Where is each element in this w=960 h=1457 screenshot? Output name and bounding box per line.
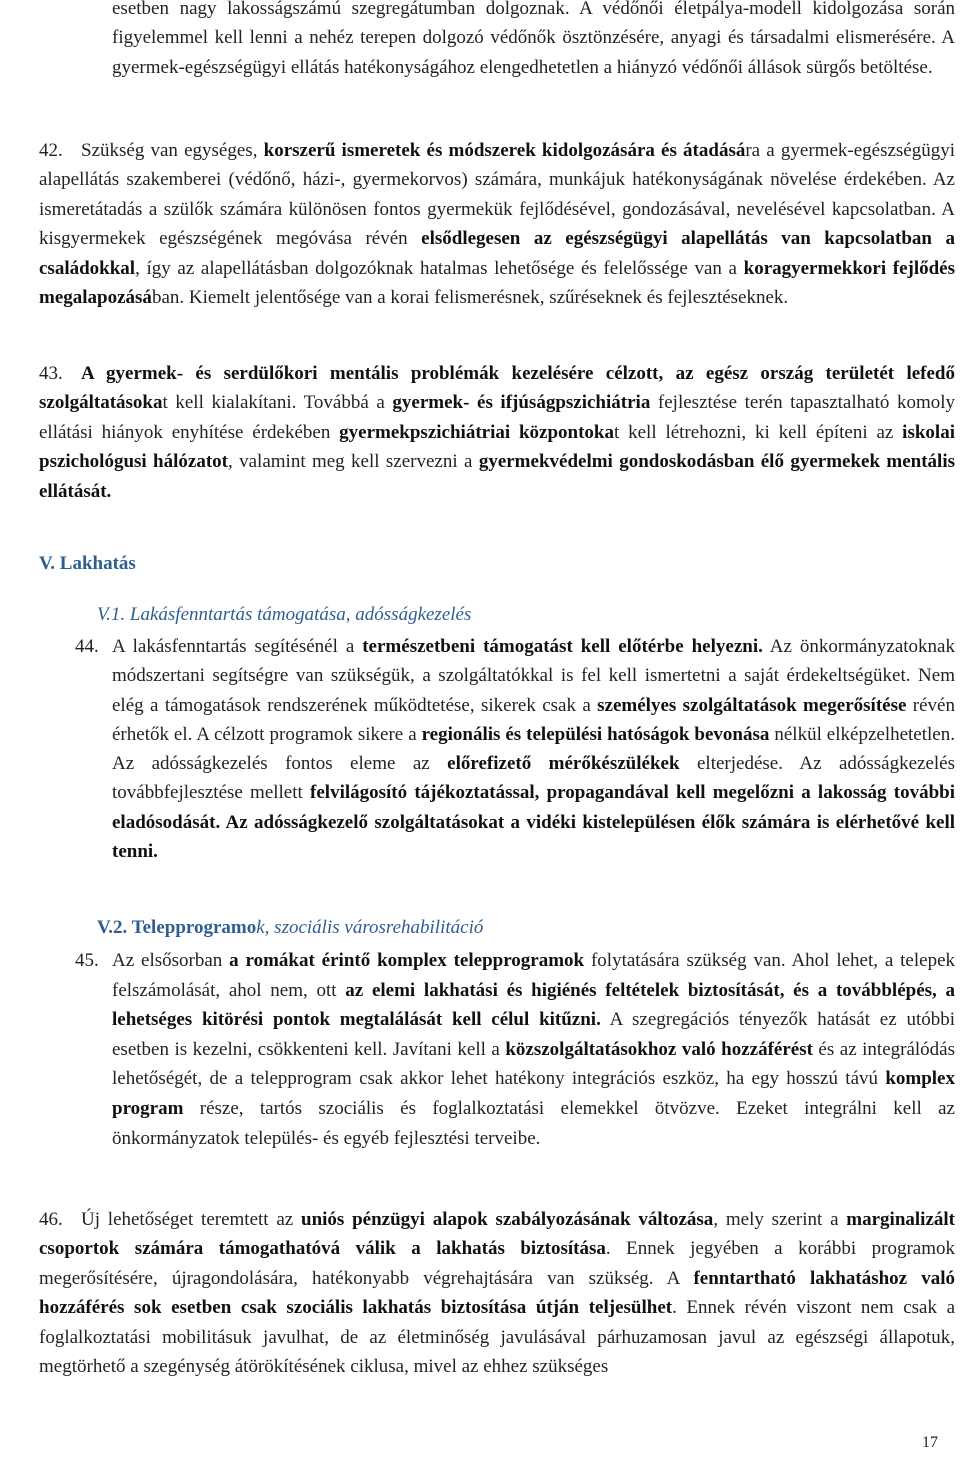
bold-run: koragyermekkori fejlődés megalapozásá [39, 257, 955, 309]
text-run: Szükség van egységes, [81, 140, 264, 161]
text-run: része, tartós szociális és foglalkoztatási elemekkel ötvözve. Ezeket integrálni kell az önkormányzatok település- és egyéb fejlesztési terveibe. [112, 1097, 955, 1149]
bold-run: komplex program [112, 1068, 955, 1119]
text-run: , valamint meg kell szervezni a [228, 451, 479, 473]
bold-run: A gyermek- és serdülőkori mentális problémák kezelésére célzott, az egész ország területét lefedő szolgáltatásoka [39, 363, 955, 414]
bold-run: marginalizált csoportok számára támogathatóvá válik a lakhatás biztosítása [39, 1209, 955, 1260]
paragraph-43 [39, 359, 955, 506]
text-run: Az önkormányzatoknak módszertani segítségre van szükségük, a szolgáltatókkal is fel kell ismertetni a saját érdekeltségüket. Nem elég a támogatások rendszerének működtetése, sikerek csak a [112, 636, 955, 716]
section-heading: V. Lakhatás [39, 553, 136, 574]
bold-run: az elemi lakhatási és higiénés feltételek biztosítását, és a továbblépés, a lehetséges kitörési pontok megtalálását kell célul kitűzni. [112, 979, 955, 1031]
text-run: ra a gyermek-egészségügyi alapellátás szakemberei (védőnő, házi-, gyermekorvos) számára, munkájuk hatékonyságának növelése érdekében. Az ismeretátadás a szülők számára különösen fontos gyermekük fejlődésével, gondozásával, nevelésével kapcsolatban. A kisgyermekek egészségének megóvása révén [39, 140, 955, 250]
text-run: t kell kialakítani. Továbbá a [162, 392, 393, 414]
paragraph-number: 45. [75, 950, 99, 971]
bold-run: korszerű ismeretek és módszerek kidolgozására és átadásá [263, 140, 746, 161]
bold-run: iskolai pszichológusi hálózatot [39, 421, 955, 473]
paragraph-number: 44. [75, 636, 99, 657]
bold-run: személyes szolgáltatások megerősítése [597, 694, 907, 716]
text-run: , így az alapellátásban dolgozóknak hatalmas lehetősége és felelőssége van a [135, 257, 744, 279]
paragraph-44 [112, 632, 955, 866]
paragraph-45 [112, 946, 955, 1153]
bold-run: természetbeni támogatást kell előtérbe helyezni. [362, 636, 763, 657]
text-run: nélkül elképzelhetetlen. Az adósságkezelés fontos eleme az [112, 723, 955, 775]
bold-run: a romákat érintő komplex telepprogramok [229, 950, 585, 971]
paragraph-text: esetben nagy lakosságszámú szegregátumban dolgoznak. A védőnői életpálya-modell kidolgozása során figyelemmel kell lenni a nehéz terepen dolgozó védőnők ösztönzésére, anyagi és társadalmi elismerésére. A gyermek-egészségügyi ellátás hatékonyságához elengedhetetlen a hiányzó védőnői állások sürgős betöltése. [112, 0, 955, 78]
text-run: . Ennek révén viszont nem csak a foglalkoztatási mobilitásuk javulhat, de az életminőség javulásával párhuzamosan javul az egészségi állapotuk, megtörhető a szegénység átörökítésének ciklusa, mivel az ehhez szükséges [39, 1297, 955, 1378]
text-run: Új lehetőséget teremtett az [81, 1209, 302, 1230]
text-run: Az elsősorban [112, 950, 230, 971]
text-run: , mely szerint a [713, 1209, 847, 1230]
bold-run: uniós pénzügyi alapok szabályozásának változása [301, 1209, 714, 1230]
bold-run: fenntartható lakhatáshoz való hozzáférés sok esetben csak szociális lakhatás biztosítása útján teljesülhet [39, 1267, 956, 1319]
paragraph-number: 46. [39, 1209, 63, 1230]
bold-run: közszolgáltatásokhoz való hozzáférést [505, 1038, 813, 1060]
text-run: t kell létrehozni, ki kell építeni az [614, 421, 903, 443]
text-run: A lakásfenntartás segítésénél a [112, 636, 363, 657]
paragraph-number: 42. [39, 140, 63, 161]
text-run: . Ennek jegyében a korábbi programok megerősítésére, újragondolására, hatékonyabb végrehajtására van szükség. A [39, 1238, 955, 1289]
bold-run: felvilágosító tájékoztatással, propagandával kell megelőzni a lakosság további eladósodását. Az adósságkezelő szolgáltatásokat a vidéki kistelepülésen élők számára is elérhetővé kell tenni. [112, 782, 955, 863]
text-run: elterjedése. Az adósságkezelés továbbfejlesztése mellett [112, 753, 956, 804]
paragraph-42 [39, 136, 955, 312]
text-run: és az integrálódás lehetőségét, de a telepprogram csak akkor lehet hatékony integrációs eszköz, ha egy hosszú távú [112, 1038, 955, 1090]
bold-run: gyermekvédelmi gondoskodásban élő gyermekek mentális ellátását. [39, 451, 955, 502]
text-run: A szegregációs tényezők hatását ez utóbbi esetben is kezelni, csökkenteni kell. Javítani kell a [112, 1009, 955, 1060]
bold-run: elsődlegesen az egészségügyi alapellátás van kapcsolatban a családokkal [39, 228, 955, 279]
text-run: fejlesztése terén tapasztalható komoly ellátási hiányok enyhítése érdekében [39, 392, 956, 443]
text-run: révén érhetők el. A célzott programok sikere a [112, 694, 955, 745]
paragraph-continuation [112, 0, 955, 82]
subsection-heading: V.1. Lakásfenntartás támogatása, adósságkezelés [97, 604, 472, 625]
paragraph-46 [39, 1205, 955, 1381]
text-run: folytatására szükség van. Ahol lehet, a telepek felszámolását, ahol nem, ott [112, 950, 956, 1001]
bold-run: gyermekpszichiátriai központoka [339, 421, 614, 443]
paragraph-number: 43. [39, 363, 63, 384]
bold-run: előrefizető mérőkészülékek [447, 753, 680, 775]
bold-run: regionális és települési hatóságok bevonása [421, 723, 770, 745]
page-number: 17 [922, 1434, 938, 1451]
subsection-heading: V.2. Telepprogramok, szociális városrehabilitáció [97, 917, 484, 938]
bold-run: gyermek- és ifjúságpszichiátria [392, 392, 651, 414]
text-run: ban. Kiemelt jelentősége van a korai felismerésnek, szűréseknek és fejlesztéseknek. [151, 287, 789, 309]
